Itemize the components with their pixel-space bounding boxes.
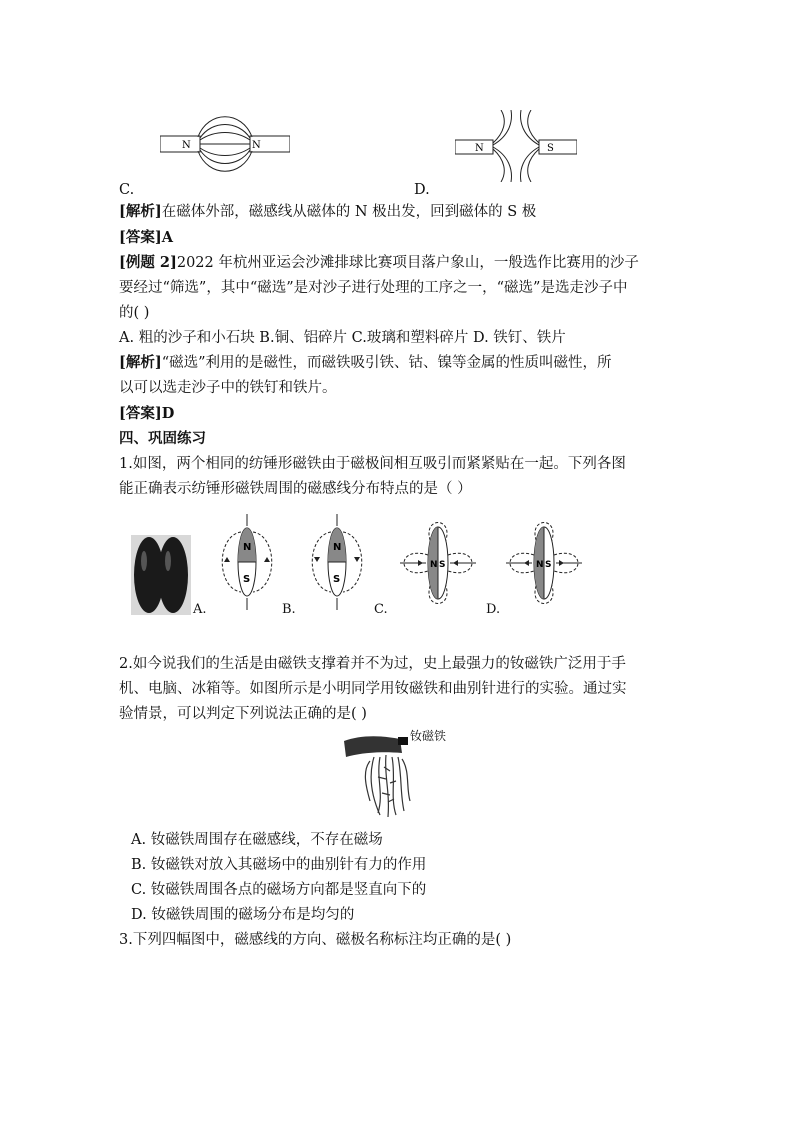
- pole-label: N: [243, 542, 252, 553]
- pole-label: S: [333, 574, 341, 585]
- example-2-options: A. 粗的沙子和小石块 B.铜、铝碎片 C.玻璃和塑料碎片 D. 铁钉、铁片: [119, 330, 566, 346]
- pole-label: S: [547, 143, 554, 154]
- figure-d-magnets: [455, 110, 577, 182]
- answer-1: [答案]A: [119, 229, 173, 246]
- question-2-line-2: 机、电脑、冰箱等。如图所示是小明同学用钕磁铁和曲别针进行的实验。通过实: [119, 681, 627, 697]
- figure-b-label: B.: [282, 602, 296, 617]
- photo-caption: 钕磁铁: [410, 729, 447, 743]
- pole-label: N: [333, 542, 342, 553]
- question-1-figure-d: [504, 515, 584, 611]
- figure-a-label: A.: [193, 602, 207, 617]
- pole-label: N: [430, 560, 438, 570]
- pole-label: N: [475, 143, 484, 154]
- question-2-option-b: B. 钕磁铁对放入其磁场中的曲别针有力的作用: [131, 857, 427, 873]
- example-2-line-2: 要经过“筛选”，其中“磁选”是对沙子进行处理的工序之一，“磁选”是选走沙子中: [119, 280, 628, 296]
- figure-c-label: C.: [119, 182, 135, 198]
- pole-label: N: [536, 560, 544, 570]
- question-1-figure-a: [216, 512, 278, 612]
- figure-c-magnets: [160, 112, 290, 180]
- example-text: 2022 年杭州亚运会沙滩排球比赛项目落户象山，一般选作比赛用的沙子: [176, 255, 639, 271]
- section-heading: 四、巩固练习: [119, 430, 206, 447]
- pole-label: S: [545, 560, 552, 570]
- question-2-option-d: D. 钕磁铁周围的磁场分布是均匀的: [131, 907, 355, 923]
- question-2-option-a: A. 钕磁铁周围存在磁感线，不存在磁场: [131, 832, 383, 848]
- example-2-line-3: 的( ): [119, 305, 150, 321]
- figure-d-label-q1: D.: [486, 602, 501, 617]
- figure-d-label: D.: [414, 182, 430, 198]
- analysis-tag: [解析]: [119, 354, 162, 371]
- pole-label: S: [439, 560, 446, 570]
- figure-c-label-q1: C.: [374, 602, 388, 617]
- example-2-line-1: [119, 253, 639, 273]
- question-1-line-1: 1.如图，两个相同的纺锤形磁铁由于磁极间相互吸引而紧紧贴在一起。下列各图: [119, 456, 626, 472]
- question-1-figure-c: [398, 515, 478, 611]
- pole-label: S: [243, 574, 251, 585]
- question-3-line-1: 3.下列四幅图中，磁感线的方向、磁极名称标注均正确的是( ): [119, 932, 512, 948]
- question-2-line-1: 2.如今说我们的生活是由磁铁支撑着并不为过，史上最强力的钕磁铁广泛用于手: [119, 656, 626, 672]
- example-tag: [例题 2]: [119, 254, 177, 271]
- question-1-line-2: 能正确表示纺锤形磁铁周围的磁感线分布特点的是（ ）: [119, 481, 472, 497]
- pole-label: N: [182, 140, 191, 151]
- spindle-magnets-photo: [131, 535, 191, 615]
- question-2-option-c: C. 钕磁铁周围各点的磁场方向都是竖直向下的: [131, 882, 427, 898]
- pole-label: N: [252, 140, 261, 151]
- analysis-text: “磁选”利用的是磁性，而磁铁吸引铁、钴、镍等金属的性质叫磁性，所: [161, 355, 612, 371]
- analysis-2-line-1: [119, 353, 612, 373]
- question-1-figure-b: [306, 512, 368, 612]
- analysis-tag: [解析]: [119, 203, 162, 220]
- analysis-text: 在磁体外部，磁感线从磁体的 N 极出发，回到磁体的 S 极: [161, 204, 537, 220]
- analysis-1: [119, 202, 536, 222]
- analysis-2-line-2: 以可以选走沙子中的铁钉和铁片。: [119, 380, 337, 396]
- question-2-line-3: 验情景，可以判定下列说法正确的是( ): [119, 706, 367, 722]
- answer-2: [答案]D: [119, 405, 175, 422]
